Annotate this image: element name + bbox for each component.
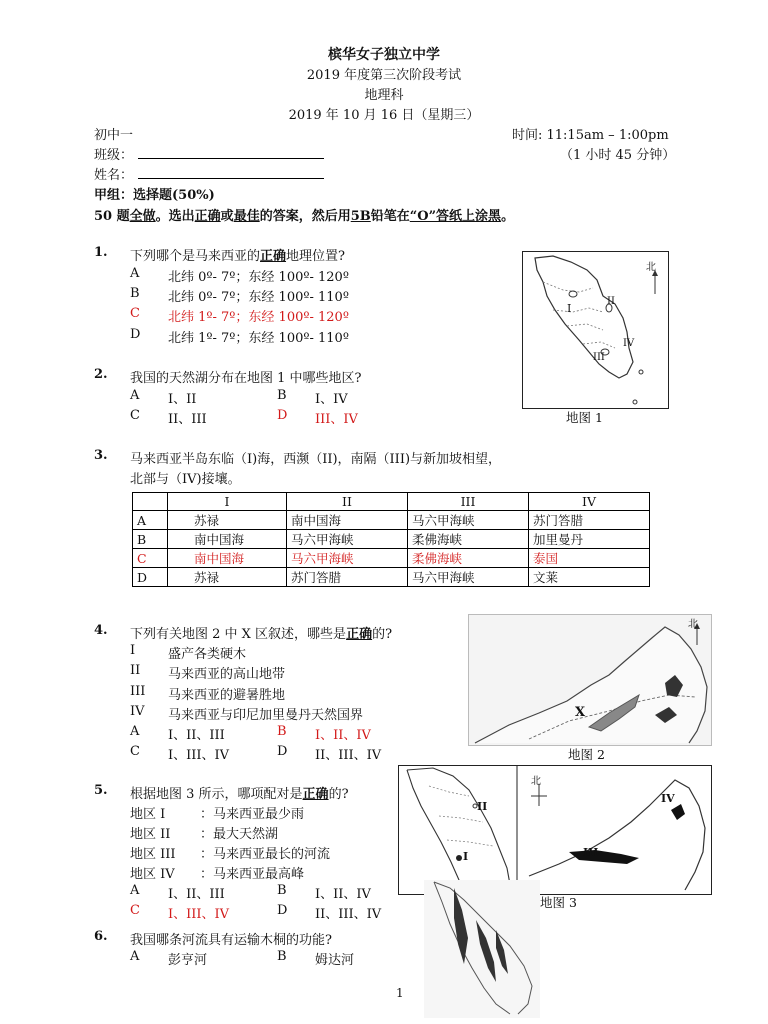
class-field[interactable] xyxy=(138,158,324,159)
table-cell: 柔佛海峡 xyxy=(408,549,529,568)
statement-item: I 盛产各类硬木 xyxy=(130,643,247,662)
class-label: 班级： xyxy=(94,148,134,163)
table-header xyxy=(133,493,168,511)
option-a[interactable]: A I、II xyxy=(130,388,197,407)
option-c-answer[interactable]: C 北纬 1º- 7º；东经 100º- 120º xyxy=(130,306,349,325)
map-3-caption: 地图 3 xyxy=(540,895,577,910)
question-stem: 我国的天然湖分布在地图 1 中哪些地区? xyxy=(130,371,362,386)
map-label-ii: II xyxy=(607,296,615,307)
map-label-iv: IV xyxy=(661,792,675,805)
exam-date: 2019 年 10 月 16 日（星期三） xyxy=(288,108,480,123)
option-d[interactable]: D 北纬 1º- 7º；东经 100º- 110º xyxy=(130,327,349,346)
statement-item: II 马来西亚的高山地带 xyxy=(130,663,286,682)
grade-label: 初中一 xyxy=(94,128,134,143)
option-c[interactable]: C II、III xyxy=(130,408,207,427)
table-cell: 泰国 xyxy=(529,549,650,568)
question-number: 6. xyxy=(94,929,108,944)
table-cell: 南中国海 xyxy=(168,530,287,549)
question-number: 5. xyxy=(94,783,108,798)
option-c[interactable]: C I、III、IV xyxy=(130,744,230,763)
table-cell: C xyxy=(133,549,168,568)
table-header-row xyxy=(133,493,650,511)
map-label-i: I xyxy=(567,302,572,315)
table-cell: 加里曼丹 xyxy=(529,530,650,549)
option-d-answer[interactable]: D III、IV xyxy=(277,408,358,427)
table-cell: 南中国海 xyxy=(287,511,408,530)
peninsular-malaysia-map xyxy=(523,252,668,408)
question-number: 4. xyxy=(94,623,108,638)
table-header: I xyxy=(168,493,287,511)
school-name: 槟华女子独立中学 xyxy=(328,47,440,63)
map-label-iii: III xyxy=(583,846,599,859)
map-label-ii: II xyxy=(477,800,488,813)
table-cell: 文莱 xyxy=(529,568,650,587)
page-number: 1 xyxy=(396,986,404,1000)
map-1-caption: 地图 1 xyxy=(566,410,603,425)
name-label: 姓名： xyxy=(94,168,134,183)
option-a[interactable]: A 北纬 0º- 7º；东经 100º- 120º xyxy=(130,266,349,285)
table-cell: 马六甲海峡 xyxy=(287,530,408,549)
table-header: III xyxy=(408,493,529,511)
pairing-item: 地区 I ：马来西亚最少雨 xyxy=(130,807,305,822)
option-d[interactable]: D II、III、IV xyxy=(277,744,382,763)
malaysia-map-3 xyxy=(399,766,711,894)
section-instructions: 50 题全做。选出正确或最佳的答案，然后用5B铅笔在“O”答纸上涂黑。 xyxy=(94,209,515,224)
table-row[interactable] xyxy=(133,568,650,587)
table-cell: 苏禄 xyxy=(168,568,287,587)
question-stem: 根据地图 3 所示，哪项配对是正确的? xyxy=(130,787,349,802)
option-a[interactable]: A I、II、III xyxy=(130,883,225,902)
table-cell: 柔佛海峡 xyxy=(408,530,529,549)
statement-item: III 马来西亚的避暑胜地 xyxy=(130,684,286,703)
question-stem: 下列有关地图 2 中 X 区叙述，哪些是正确的? xyxy=(130,627,393,642)
table-cell: 马六甲海峡 xyxy=(408,568,529,587)
option-b-answer[interactable]: B I、II、IV xyxy=(277,724,371,743)
peninsula-river-map xyxy=(424,880,540,1018)
answer-table xyxy=(132,492,650,587)
map-label-iv: IV xyxy=(623,338,635,349)
duration-label: （1 小时 45 分钟） xyxy=(560,148,676,163)
pairing-item: 地区 IV ：马来西亚最高峰 xyxy=(130,867,305,882)
time-label: 时间: 11:15am – 1:00pm xyxy=(512,128,669,143)
table-cell: B xyxy=(133,530,168,549)
question-stem: 我国哪条河流具有运输木桐的功能? xyxy=(130,933,332,948)
question-number: 1. xyxy=(94,245,108,260)
map-1 xyxy=(522,251,669,409)
option-a[interactable]: A I、II、III xyxy=(130,724,225,743)
question-number: 2. xyxy=(94,367,108,382)
option-b[interactable]: B I、II、IV xyxy=(277,883,371,902)
table-row-answer[interactable] xyxy=(133,549,650,568)
table-header: IV xyxy=(529,493,650,511)
north-label: 北 xyxy=(688,619,698,630)
pairing-item: 地区 II ：最大天然湖 xyxy=(130,827,279,842)
option-b[interactable]: B 北纬 0º- 7º；东经 100º- 110º xyxy=(130,286,349,305)
option-a[interactable]: A 彭亨河 xyxy=(130,949,208,968)
table-cell: 苏禄 xyxy=(168,511,287,530)
map-3 xyxy=(398,765,712,895)
table-cell: 马六甲海峡 xyxy=(287,549,408,568)
exam-title: 2019 年度第三次阶段考试 xyxy=(306,68,462,83)
table-cell: 苏门答腊 xyxy=(529,511,650,530)
pairing-item: 地区 III ：马来西亚最长的河流 xyxy=(130,847,331,862)
question-stem: 下列哪个是马来西亚的正确地理位置? xyxy=(130,249,346,264)
table-row[interactable] xyxy=(133,530,650,549)
table-cell: 马六甲海峡 xyxy=(408,511,529,530)
map-label-iii: III xyxy=(593,352,605,363)
table-row[interactable] xyxy=(133,511,650,530)
sabah-sarawak-map xyxy=(469,615,711,745)
table-cell: 南中国海 xyxy=(168,549,287,568)
question-number: 3. xyxy=(94,448,108,463)
option-c-answer[interactable]: C I、III、IV xyxy=(130,903,230,922)
map-label-i: I xyxy=(463,850,469,863)
name-field[interactable] xyxy=(138,178,324,179)
option-b[interactable]: B I、IV xyxy=(277,388,348,407)
question-stem-line2: 北部与（IV)接壤。 xyxy=(130,472,241,487)
table-header: II xyxy=(287,493,408,511)
map-label-x: X xyxy=(575,705,586,720)
section-title: 甲组：选择题(50%) xyxy=(94,188,215,203)
question-stem: 马来西亚半岛东临（I)海，西濒（II)，南隔（III)与新加坡相望， xyxy=(130,452,502,467)
north-label: 北 xyxy=(531,776,541,787)
map-2 xyxy=(468,614,712,746)
option-d[interactable]: D II、III、IV xyxy=(277,903,382,922)
table-cell: A xyxy=(133,511,168,530)
table-cell: D xyxy=(133,568,168,587)
map-2-caption: 地图 2 xyxy=(568,747,605,762)
subject-title: 地理科 xyxy=(364,88,404,103)
statement-item: IV 马来西亚与印尼加里曼丹天然国界 xyxy=(130,704,364,723)
north-label: 北 xyxy=(646,262,656,273)
river-map-inset xyxy=(424,880,540,1018)
option-b[interactable]: B 姆达河 xyxy=(277,949,355,968)
table-cell: 苏门答腊 xyxy=(287,568,408,587)
